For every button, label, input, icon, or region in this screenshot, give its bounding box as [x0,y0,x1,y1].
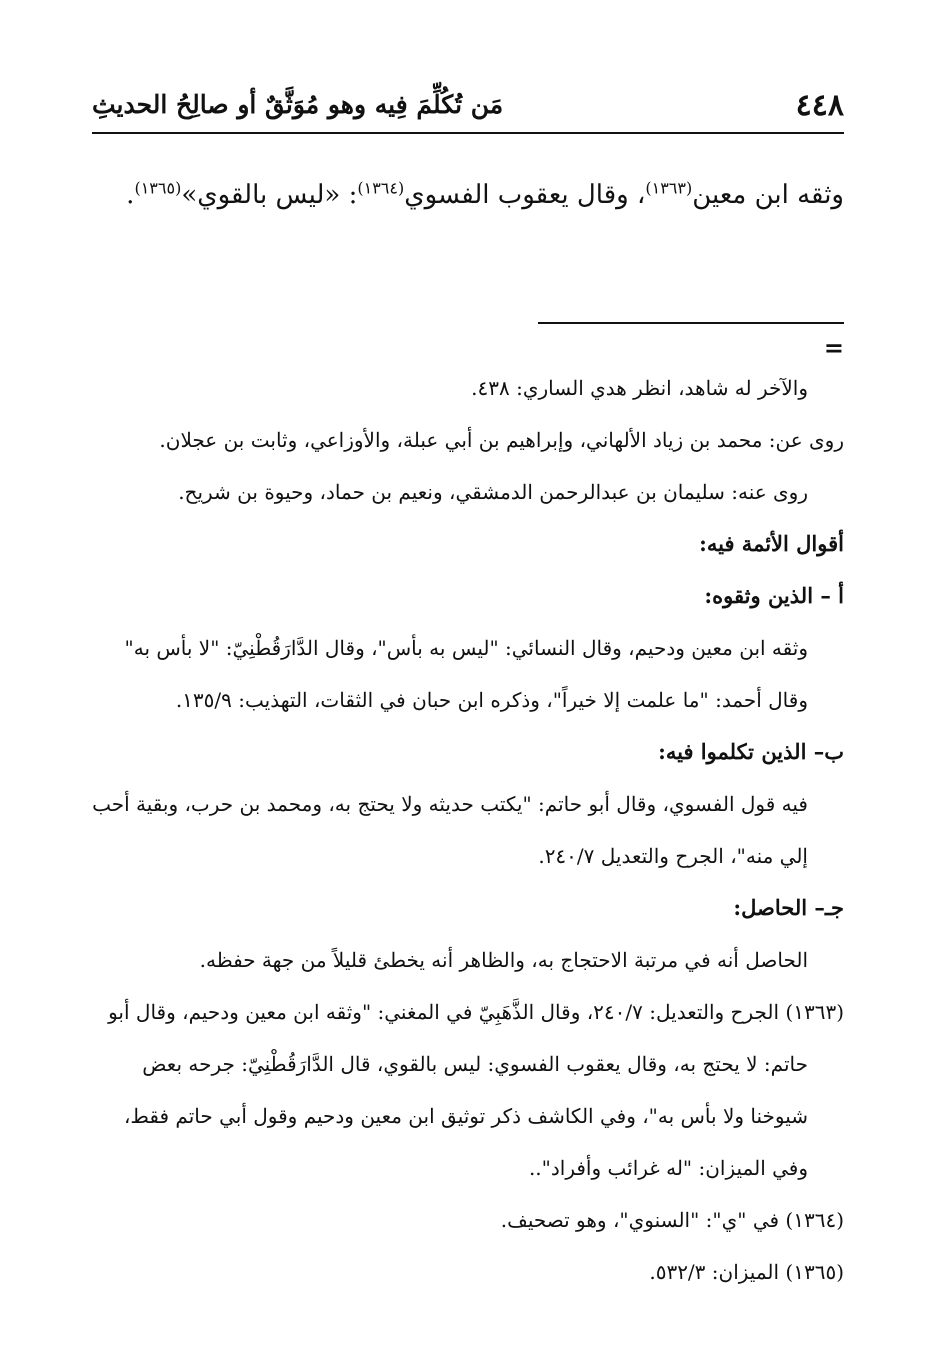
note-line: روى عنه: سليمان بن عبدالرحمن الدمشقي، ونعيم بن حماد، وحيوة بن شريح. [178,480,808,504]
footnote-1364: (١٣٦٤) في "ي": "السنوي"، وهو تصحيف. [500,1208,844,1232]
note-line: والآخر له شاهد، انظر هدي الساري: ٤٣٨. [471,376,808,400]
note-paragraph: فيه قول الفسوي، وقال أبو حاتم: "يكتب حديثه ولا يحتج به، ومحمد بن حرب، وبقية أحب إلي منه"، الجرح والتعديل ٢٤٠/٧. [92,792,808,868]
footnote-ref-1365: (١٣٦٥) [134,178,182,198]
continuation-mark: = [823,333,844,362]
footnotes [92,362,844,1298]
note-paragraph: الحاصل أنه في مرتبة الاحتجاج به، والظاهر أنه يخطئ قليلاً من جهة حفظه. [199,948,808,972]
note-line: روى عن: محمد بن زياد الألهاني، وإبراهيم بن أبي عبلة، والأوزاعي، وثابت بن عجلان. [159,428,844,452]
footnote-ref-1364: (١٣٦٤) [357,178,405,198]
footnote-1365: (١٣٦٥) الميزان: ٥٣٢/٣. [649,1260,844,1284]
main-paragraph [92,164,844,226]
footnote-separator [538,322,844,324]
section-heading: ب– الذين تكلموا فيه: [658,739,844,764]
section-heading: جـ– الحاصل: [733,895,844,920]
main-text-segment: ، وقال يعقوب الفسوي [404,180,646,210]
page-header [92,84,844,134]
main-text-segment: : «ليس بالقوي» [181,180,358,210]
main-text-segment: وثقه ابن معين [692,180,844,210]
running-title: مَن تُكُلِّمَ فِيه وهو مُوَثَّقٌ أو صالِحُ الحديثِ [92,90,504,119]
section-heading: أ – الذين وثقوه: [704,583,844,608]
main-text-segment: . [126,180,135,210]
footnote-1363: (١٣٦٣) الجرح والتعديل: ٢٤٠/٧، وقال الذَّهَبِيّ في المغني: "وثقه ابن معين ودحيم، وقال أبو حاتم: لا يحتج به، وقال يعقوب الفسوي: ليس بالقوي، قال الدَّارَقُطْنِيّ: جرحه بعض شيوخنا ولا بأس به"، وفي الكاشف ذكر توثيق ابن معين ودحيم وقول أبي حاتم فقط، وفي الميزان: "له غرائب وأفراد".. [108,1000,844,1180]
main-text [92,164,844,226]
section-heading: أقوال الأئمة فيه: [699,531,844,556]
note-paragraph: وثقه ابن معين ودحيم، وقال النسائي: "ليس به بأس"، وقال الدَّارَقُطْنِيّ: "لا بأس به" وقال أحمد: "ما علمت إلا خيراً"، وذكره ابن حبان في الثقات، التهذيب: ١٣٥/٩. [124,636,808,712]
page-number: ٤٤٨ [795,88,844,123]
footnote-ref-1363: (١٣٦٣) [645,178,693,198]
